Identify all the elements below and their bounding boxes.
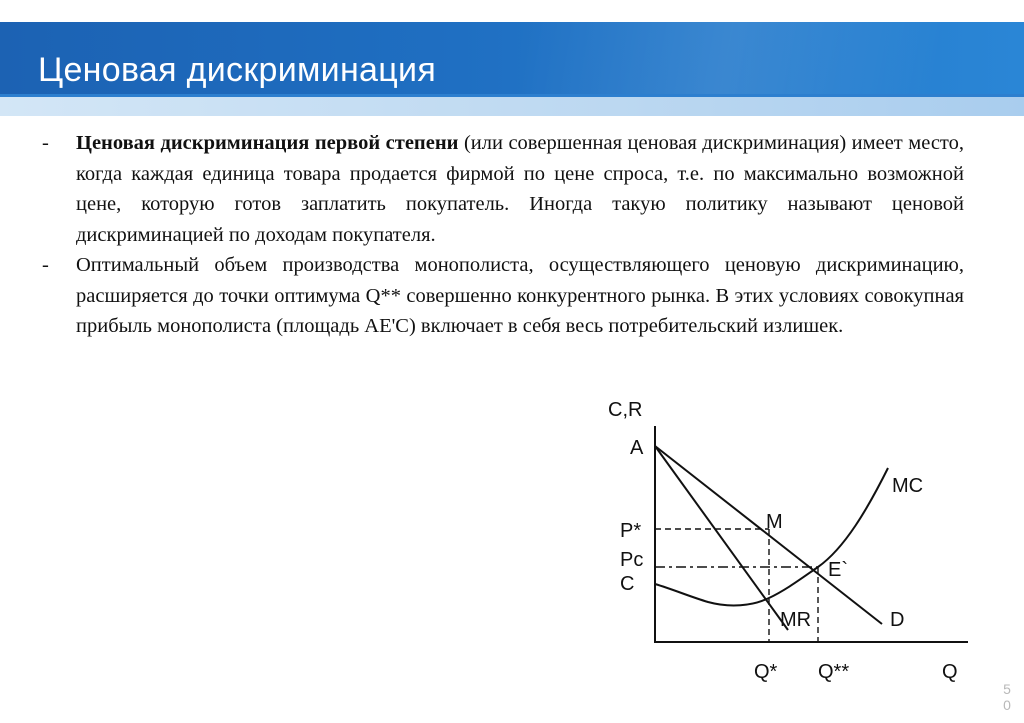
- bullet-item: [42, 128, 964, 250]
- bullet-text: (или совершенная ценовая дискриминация) имеет место, когда каждая единица товара продается фирмой по цене спроса, т.е. по максимально возможной цене, которую готов заплатить покупатель. Иногда такую политику называют ценовой дискриминацией по доходам покупателя.: [76, 132, 964, 246]
- curve-label-D: D: [890, 609, 905, 631]
- y-tick-C: C: [620, 573, 635, 595]
- x-tick-Qstar: Q*: [754, 661, 778, 683]
- bullet-term: Ценовая дискриминация первой степени: [76, 132, 459, 154]
- y-axis-label: C,R: [608, 399, 643, 421]
- y-tick-Pc: Pc: [620, 549, 644, 571]
- curve-label-MR: MR: [780, 609, 812, 631]
- x-axis-label: Q: [942, 661, 958, 683]
- bullet-marker: -: [42, 132, 49, 154]
- price-discrimination-chart: [590, 386, 970, 696]
- header-shine: [520, 22, 1024, 94]
- y-tick-Pstar: P*: [620, 520, 642, 542]
- mr-curve: [655, 446, 788, 630]
- x-tick-Qstarstar: Q**: [818, 661, 850, 683]
- point-label-M: M: [766, 511, 783, 533]
- y-tick-A: A: [630, 437, 644, 459]
- curve-label-MC: MC: [892, 475, 924, 497]
- bullet-marker: -: [42, 254, 49, 276]
- bullet-item: [42, 250, 964, 342]
- header-stripe: [0, 94, 1024, 116]
- slide-body: [42, 128, 964, 342]
- slide-header: [0, 22, 1024, 120]
- header-stripe-line: [0, 94, 1024, 97]
- slide-title: Ценовая дискриминация: [38, 51, 437, 89]
- bullet-text: Оптимальный объем производства монополиста, осуществляющего ценовую дискриминацию, расширяется до точки оптимума Q** совершенно конкурентного рынка. В этих условиях совокупная прибыль монополиста (площадь AE'C) включает в себя весь потребительский излишек.: [76, 254, 964, 337]
- page-number: 50: [1003, 681, 1011, 713]
- point-label-E: E`: [828, 559, 848, 581]
